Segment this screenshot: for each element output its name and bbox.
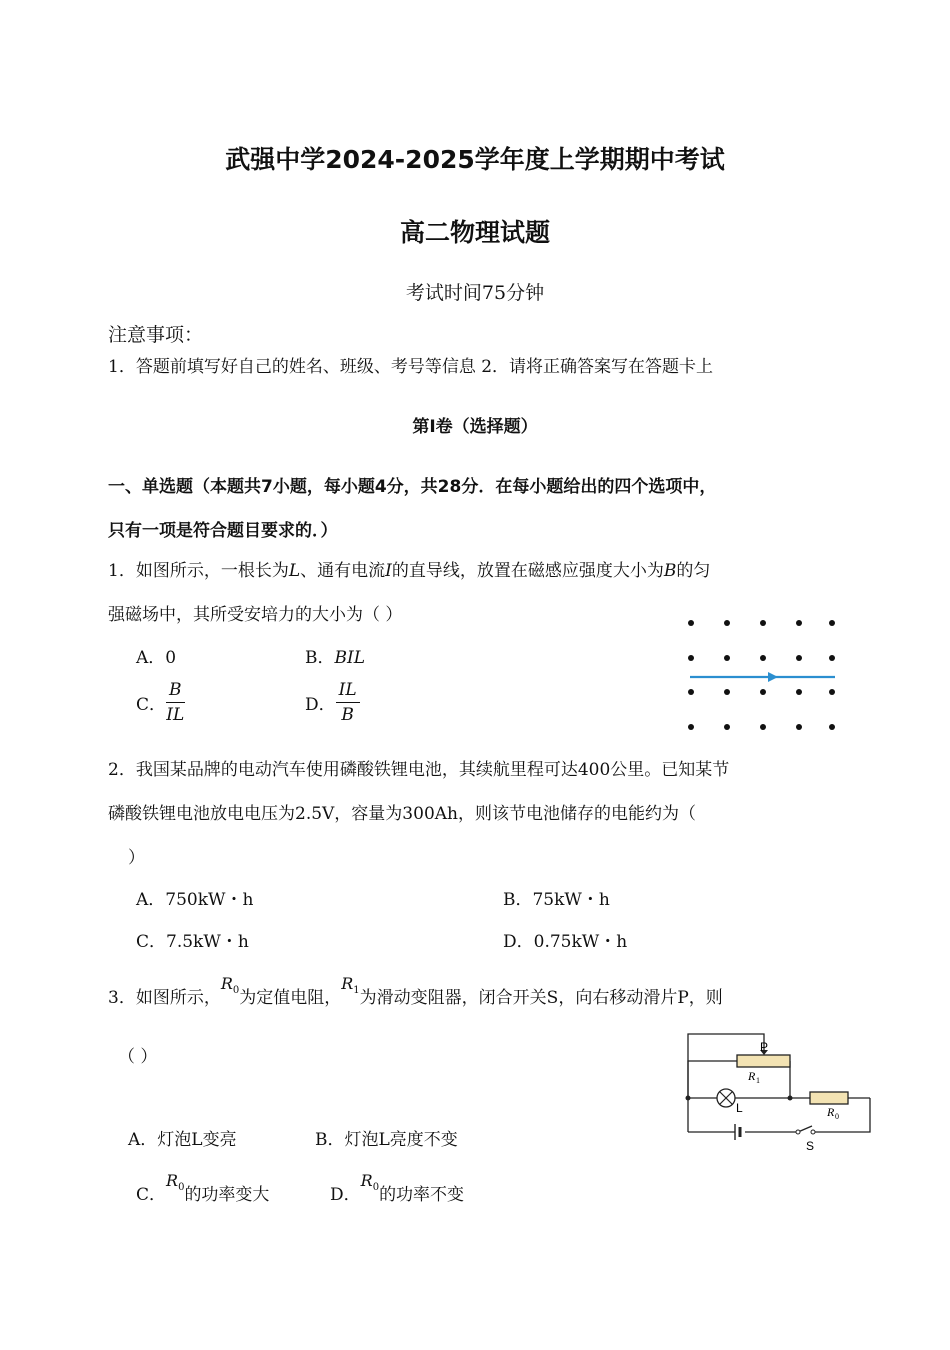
part1-title: 第I卷（选择题） (412, 417, 538, 437)
resistor-r1 (737, 1055, 790, 1067)
label-s: S (806, 1139, 815, 1153)
notes-items: 1．答题前填写好自己的姓名、班级、考号等信息 2．请将正确答案写在答题卡上 (108, 357, 714, 377)
resistor-r0 (810, 1092, 848, 1104)
q3-stem-line1: 3．如图所示，$R_0$为定值电阻，$R_1$为滑动变阻器，闭合开关S，向右移动滑片P，则 (108, 974, 723, 1008)
q2-option-a: A．750kW・h (136, 890, 254, 910)
q3-option-c: C．$R_0$的功率变大 (136, 1171, 270, 1205)
exam-time: 考试时间75分钟 (405, 282, 545, 304)
q3-stem-line2: （ ） (118, 1047, 158, 1067)
q2-stem-line1: 2．我国某品牌的电动汽车使用磷酸铁锂电池，其续航里程可达400公里。已知某节 (108, 760, 730, 780)
label-r1: R (748, 1069, 756, 1083)
label-r0: R (827, 1105, 835, 1119)
label-l: L (736, 1101, 743, 1115)
q1-option-a: A．0 (136, 648, 177, 668)
q3-circuit-diagram (680, 1028, 880, 1158)
q1-option-c: C． $\frac{B}{IL}$ (136, 680, 185, 725)
field-dots (688, 620, 835, 730)
q3-option-b: B．灯泡L亮度不变 (315, 1130, 458, 1150)
exam-subtitle: 高二物理试题 (399, 218, 550, 247)
q2-stem-line3: ） (128, 848, 145, 868)
notes-heading: 注意事项： (108, 324, 204, 346)
label-r1-sub: 1 (756, 1076, 760, 1085)
section-instructions-line1: 一、单选题（本题共7小题，每小题4分，共28分．在每小题给出的四个选项中， (108, 477, 717, 497)
q1-stem-line2: 强磁场中，其所受安培力的大小为（ ） (108, 605, 403, 625)
q1-option-d: D． $\frac{IL}{B}$ (305, 680, 360, 725)
q3-option-a: A．灯泡L变亮 (128, 1130, 237, 1150)
q2-option-b: B．75kW・h (503, 890, 610, 910)
current-arrow-icon (768, 672, 778, 682)
label-r0-sub: 0 (835, 1112, 839, 1121)
section-instructions-line2: 只有一项是符合题目要求的．） (108, 521, 338, 541)
q1-option-b: B．BIL (305, 648, 365, 668)
q1-stem-line1: 1．如图所示，一根长为L、通有电流I的直导线，放置在磁感应强度大小为B的匀 (108, 561, 711, 581)
q2-option-c: C．7.5kW・h (136, 932, 249, 952)
q2-stem-line2: 磷酸铁锂电池放电电压为2.5V，容量为300Ah，则该节电池储存的电能约为（ (108, 804, 696, 824)
q3-option-d: D．$R_0$的功率不变 (330, 1171, 465, 1205)
q2-option-d: D．0.75kW・h (503, 932, 628, 952)
label-p: P (760, 1040, 769, 1054)
exam-title: 武强中学2024-2025学年度上学期期中考试 (225, 145, 725, 174)
q1-magnetic-field-figure (680, 610, 850, 740)
